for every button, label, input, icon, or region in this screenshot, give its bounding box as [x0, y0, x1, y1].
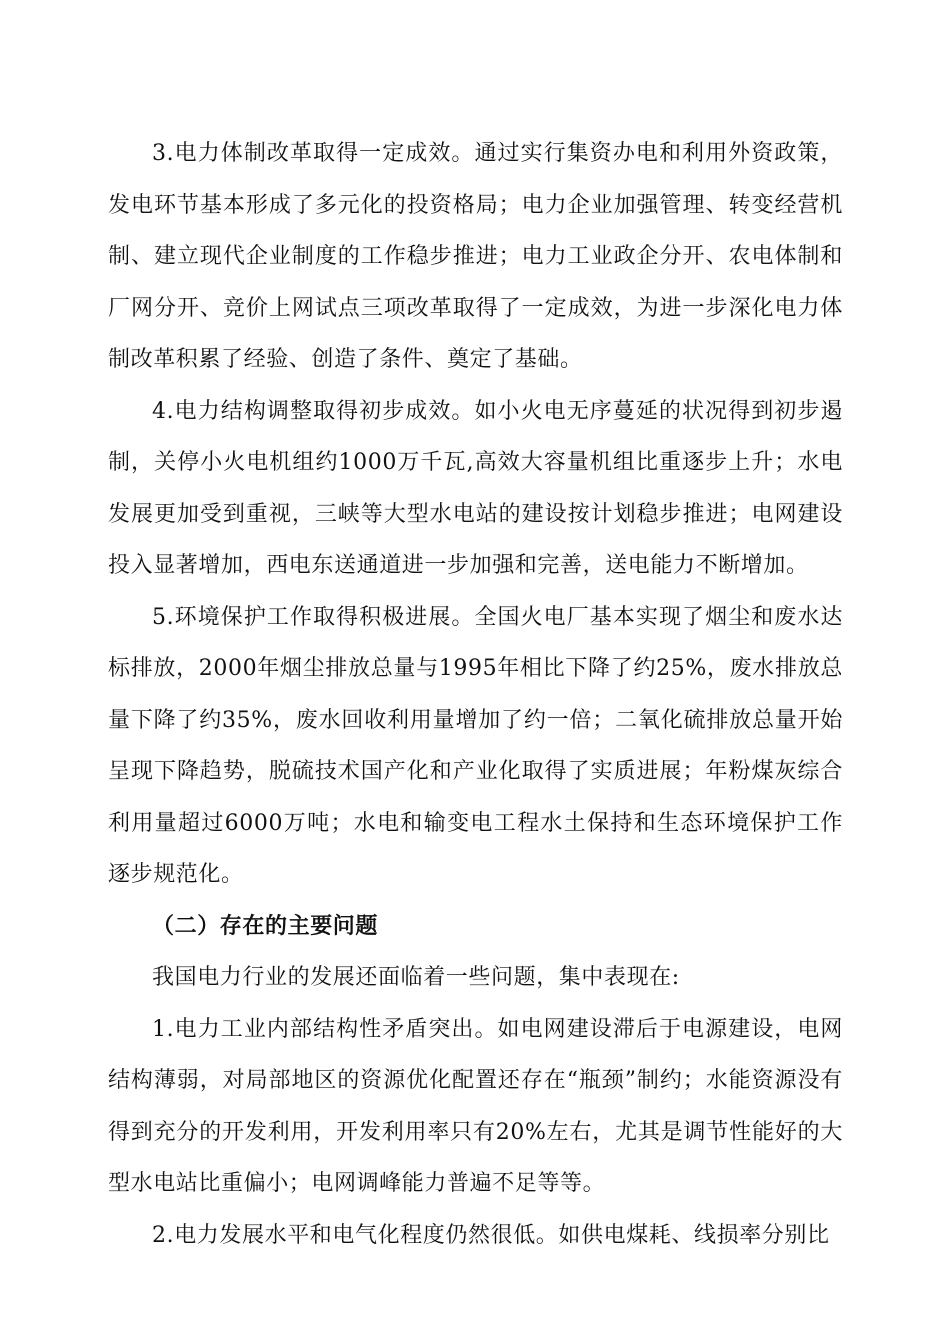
- paragraph-reform-results: 3.电力体制改革取得一定成效。通过实行集资办电和利用外资政策，发电环节基本形成了多元化的投资格局；电力企业加强管理、转变经营机制、建立现代企业制度的工作稳步推进；电力工业政企分开、农电体制和厂网分开、竞价上网试点三项改革取得了一定成效，为进一步深化电力体制改革积累了经验、创造了条件、奠定了基础。: [108, 141, 843, 372]
- paragraph-problems-intro: 我国电力行业的发展还面临着一些问题，集中表现在:: [152, 965, 680, 990]
- section-heading: （二）存在的主要问题: [152, 912, 379, 939]
- document-page: [108, 128, 843, 1261]
- paragraph-development-level: 2.电力发展水平和电气化程度仍然很低。如供电煤耗、线损率分别比: [152, 1222, 830, 1248]
- paragraph-structural-contradiction: 1.电力工业内部结构性矛盾突出。如电网建设滞后于电源建设，电网结构薄弱，对局部地区的资源优化配置还存在“瓶颈”制约；水能资源没有得到充分的开发利用，开发利用率只有20%左右，尤其是调节性能好的大型水电站比重偏小；电网调峰能力普遍不足等等。: [108, 1016, 843, 1196]
- paragraph-structure-adjustment: 4.电力结构调整取得初步成效。如小火电无序蔓延的状况得到初步遏制，关停小火电机组约1000万千瓦,高效大容量机组比重逐步上升；水电发展更加受到重视，三峡等大型水电站的建设按计划稳步推进；电网建设投入显著增加，西电东送通道进一步加强和完善，送电能力不断增加。: [108, 398, 843, 578]
- paragraph-environment-protection: 5.环境保护工作取得积极进展。全国火电厂基本实现了烟尘和废水达标排放，2000年烟尘排放总量与1995年相比下降了约25%，废水排放总量下降了约35%，废水回收利用量增加了约一倍；二氧化硫排放总量开始呈现下降趋势，脱硫技术国产化和产业化取得了实质进展；年粉煤灰综合利用量超过6000万吨；水电和输变电工程水土保持和生态环境保护工作逐步规范化。: [108, 604, 843, 887]
